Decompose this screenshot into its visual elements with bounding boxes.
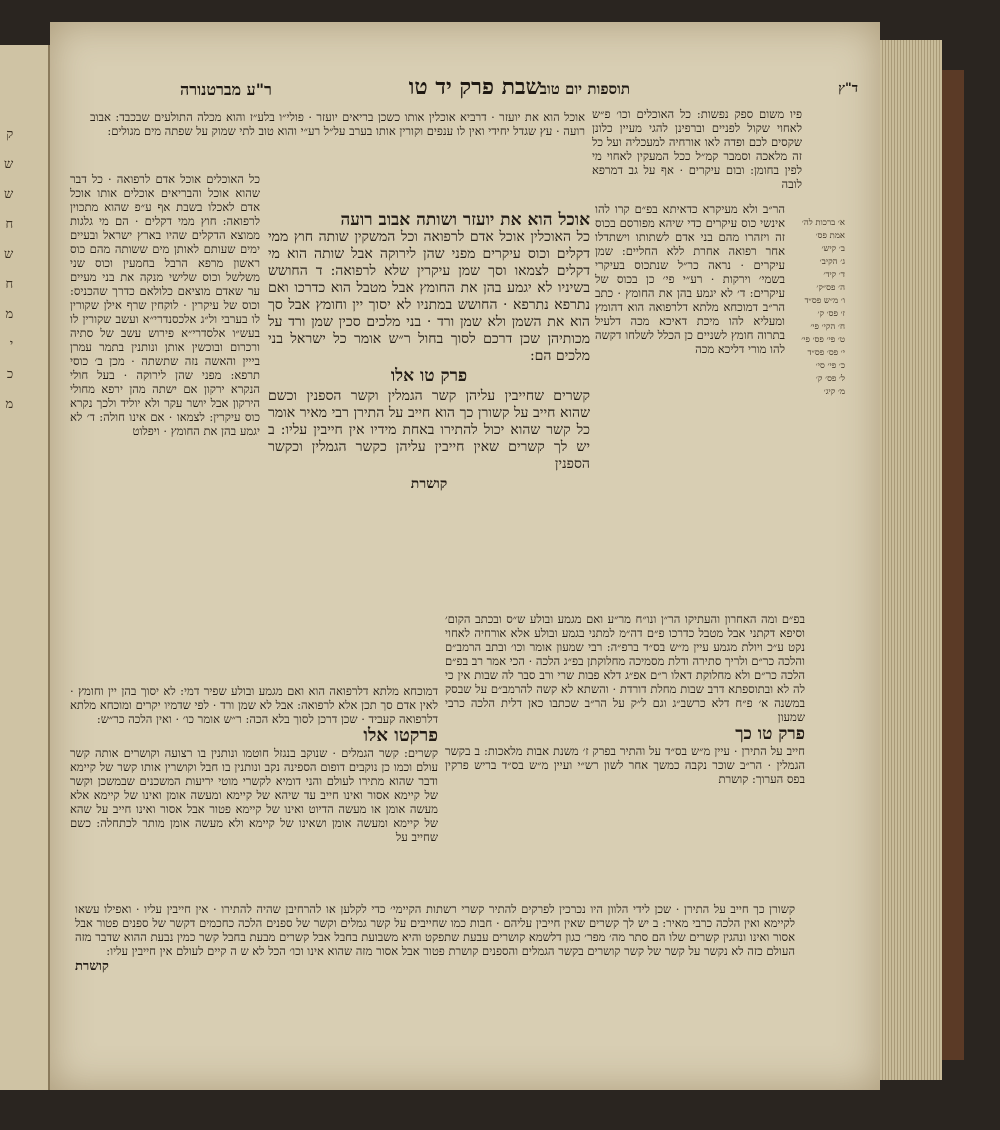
tosafot-chapter-heading: פרק טו כך — [735, 724, 805, 744]
book-binding — [942, 70, 964, 1060]
bartenura-top-text: אוכל הוא את יועזר · דרביא אוכלין אותו כשכן בריאים יועזר · פולי״ו בלע״ז והוא מכלה התולעים שבכבד: אבוב רועה · עץ שגדל יחידי ואין לו ענפים וקורין אותו בערב על״ל רע״י והוא טוב לתי שמוק על שפתה מים מגולים: — [90, 110, 585, 138]
left-page-margin-text: ק ש ש ח ש ח מ י כ מ — [4, 127, 14, 412]
mishnah-end-word: קושרת — [410, 476, 448, 492]
tosafot-column — [592, 107, 802, 191]
bartenura-lower — [70, 684, 438, 844]
tosafot-column-lower — [445, 612, 805, 786]
tosafot-lower-text: בפ״ם ומה האחרון והעתיקו הר״ן ונו״ח מר״ע ואם מגמע ובולע ש״ס ובכתב הקום׳ וסיפא דקתני אבל מטבל כדרכו פ״ם דה״מ למתני בגמע ובולע אלא אורחיה לאחוי נקט ע״כ ויולת מגמע עיין מ״ש בס״ד ברפ״ה: רבי שמעון אומר וכו׳ ובתב הרמב״ם והלכה כר״ם ולריך סתירה ודלת מסמיכה מחלוקתן בפ״ג הלכה · הכי אמר רב בפ״ם הלכה כר״ם ולא מחלוקת דאלו ר״ם אפ״ג דלא פבות שרי ורב סבר לה שבות אין כי לה לא ובתוספתא דרב שבות מחלת דורדת · והשתא לא קשה להרמב״ם על שבסק במשנה א׳ פ״ח דלא כרשב״ג וגם ל״ק על הר״ב שכתבו כאן דלית הלכה כרבי שמעון — [445, 612, 805, 724]
header-chapter-title: שבת פרק יד טו — [408, 74, 542, 100]
page-stack-edges — [880, 40, 942, 1080]
bottom-commentary — [75, 902, 795, 974]
bartenura-column — [70, 172, 260, 672]
tosafot-column-middle — [595, 202, 785, 356]
header-bartenura-title: ר"ע מברטנורה — [180, 80, 272, 99]
tosafot-chapter-text: חייב על התירן · עיין מ״ש בס״ד על והתיר בפרק ז׳ משנת אבות מלאכות: ב בקשר הגמלין · הר״ב שוכר נקבה כמשך אחר לשון רש״י ועיין מ״ש בס״ד בריש פרקין בפס הערוך: קושרת — [445, 744, 805, 786]
bartenura-chapter-heading: פרקטו אלו — [363, 725, 438, 746]
margin-glosses: א׳ ברכות לה׳ אמת פס׳ ב׳ קיש׳ ג׳ הקיב׳ ד׳ קיד׳ ה׳ פס״ק׳ ו׳ מ״ש פס״ד ז׳ פס׳ ק׳ ח׳ הקי׳ פי׳ ט׳ פי׳ פס׳ פי׳ י׳ פס׳ פס״ד כ׳ פי׳ סי׳ ל׳ פס׳ ק׳ מ׳ קיג׳ — [801, 218, 845, 397]
left-page-edge — [0, 45, 50, 1090]
header-tosafot-title: תוספות יום טוב — [539, 80, 630, 98]
tosafot-top-text: פיו משום ספק נפשות: כל האוכלים וכו׳ פ״ש לאחוי שקול לפניים וברפינן להגי מעיין כלונן שקסים לכם ופדה לאו אורחיה למעכליה ועל כל זה מלאכה וסמבר קמ״ל ככל המעקין לאחוי מי לפין בחומן: ובום עיקרים · אף על גב דמרפא לובה — [592, 107, 802, 191]
bartenura-main-text: כל האוכלים אוכל אדם לרפואה · כל דבר שהוא אוכל והבריאים אוכלים אותו אוכל אדם לאכלו בשבת אף ע״פ שהוא מתכוין לרפואה: חוץ ממי דקלים · הם מי גלגות ממוצא הדקלים שהיו בארץ ישראל ובעיים ימים שעותם לאותן מים ששותה מהם כוס ראשון מרפא הרבל בחמעין וכוס שני משלשל וכוס שלישי מנקה את בני מעיים ער שאדם מוציאם כלולאם כדרך שהכניס: וכוס של עיקרין · לוקחין שרף אילן שקורין לו בערבי ול״ג אלכסנדרי״א ועשב שקורין לו בעש״ו אלסדרי״א פירוש עשב של סתיה ורכרום ובוכשין אותן ונותנין בתמר עמרן בייין והאשה נזה שתשתה · מכן ב׳ כוסי תרפא: מפני שהן לירוקה · בעל חולי הנקרא ירקון אם ישתה מהן ירפא מחולי הירקון אבל יושר עקר ולא יוליד ולכך נקרא כוס עיקרין: לצמאו · אם אינו חולה: ד׳ לא יגמע בהן את החומץ · ויפלוט — [70, 172, 260, 438]
mishnah-column — [268, 212, 590, 496]
mishnah-text: כל האוכלין אוכל אדם לרפואה וכל המשקין שותה חוץ ממי דקלים וכוס עיקרים מפני שהן לירוקה אבל שותה הוא מי דקלים לצמאו וסך שמן עיקרין שלא לרפואה: ד החושש בשיניו לא יגמע בהן את החומץ אבל מטבל הוא כדרכו ואם נתרפא נתרפא · החושש במתניו לא יסוך יין וחומץ אבל סך הוא את השמן ולא שמן ורד · בני מלכים סכין שמן ורד על מכותיהן שכן דרכם לסוך בחול ר״ש אומר כל ישראל בני מלכים הם: — [268, 229, 590, 364]
bottom-text: קשורן כך חייב על התירן · שכן לידי הלוון היו נכרכין לפרקים להתיר קשרי רשתות הקיימי׳ כדי לקלען או להרחיבן שהיה להתירו · אין חייבין עליו · ואפילו עשאו לקיימא ואין הלכה כרבי מאיר: ב יש לך קשרים שאין חייבין עליהם · חבות כמו שחייבים על קשר גמלים וקשר של ספנים הלכה כחכמים דקשר של ספנים פטור אבל אסור ואינו ונהגין קשרים שלו הם סתר מה׳ מפר׳ כגון דלשמא קושרים עבעת שתפקט והיא משבועת בחבל אבל קשרים מבעת בחבל קשר כמין נבעת ההוא שדבר מזה העולם כזה לא נקשר על קשר של קשר קושרים בקשר הגמלים והספנים קושרת פטור אבל אסור מזה שהוא אינו וכו׳ הכל לא ש ה קיים לעולם אין חייבין עליו: — [74, 902, 795, 958]
bottom-catchword: קושרת — [75, 959, 109, 974]
mishnah-chapter-heading: פרק טו אלו — [390, 366, 468, 386]
bartenura-top — [90, 110, 585, 138]
mishnah-chapter-text: קשרים שחייבין עליהן קשר הגמלין וקשר הספנין וכשם שהוא חייב על קשורן כך הוא חייב על התירן רבי מאיר אומר כל קשר שהוא יכול להתירו באחת מידיו אין חייבין עליו: ב יש לך קשרים שאין חייבין עליהן כקשר הגמלין וכקשר הספנין — [268, 388, 590, 472]
bartenura-chapter-text: קשרים: קשר הגמלים · שנוקב בנגזל חוטמו ונותנין בו רצועה וקושרים אותה קשר עולם וכמו כן נוקבים דופום הספינה נקב ונותנין בו חבל וקושרין אותו קשר של קיימא ודבר שהוא מתירו לעולם והני דומיא לקשרי מוטי יריעות המשכנים שבמשכן וקשר של קיימא אסור ואינו חייב עד שיהא של קיימא ומעשה אומן ואינו של קיימא אלא מעשה אומן או מעשה הדיוט ואינו של קיימא פטור אבל אסור ואינו חייב על שהא של קיימא ומעשה אומן ושאינו של קיימא ולא מעשה אומן מותר לכתחלה: כשם שחייב על — [70, 746, 438, 844]
mishnah-lead: אוכל הוא את יועזר ושותה אבוב רועה — [340, 210, 590, 230]
tosafot-middle-text: הר״ב ולא מעיקרא כדאיתא בפ״ם קרו להו אינשי כוס עיקרים כדי שיהא מפורסם בכוס זה ויזהרו מהם בני אדם לשתותו וישתדלו אחר רפואה אחרת ללא החליים: שמן עיקרים · נראה כר״ל שנתכוס בעיקרי בשמי׳ וירקות · רע״י פי׳ כן בכוס של עיקרים: ד׳ לא יגמע בהן את החומץ · כתב הר״ב דמוכחא מלתא דלרפואה הוא דהומץ ומעליא להו מיכת דאיכא מכה דלעיל בתרוה חומץ לשניים כן הכלל לשלחו דקשה להו מורי דליכא מכה — [595, 202, 785, 356]
book-page — [50, 22, 880, 1090]
page-marker: ד"ץ — [838, 81, 858, 96]
bartenura-wide-text: דמוכחא מלתא דלרפואה הוא ואם מגמע ובולע שפיר דמי: לא יסוך בהן יין וחומץ · לאין אדם סך תכן אלא לרפואה: אבל לא שמן ורד · לפי שדמיו יקרים ומוכחא מלתא דלרפואה קעביד · שכן דרכן לסוך בלא הכה: ר״ש אומר כו׳ · ואין הלכה כר״ש: — [70, 684, 438, 726]
